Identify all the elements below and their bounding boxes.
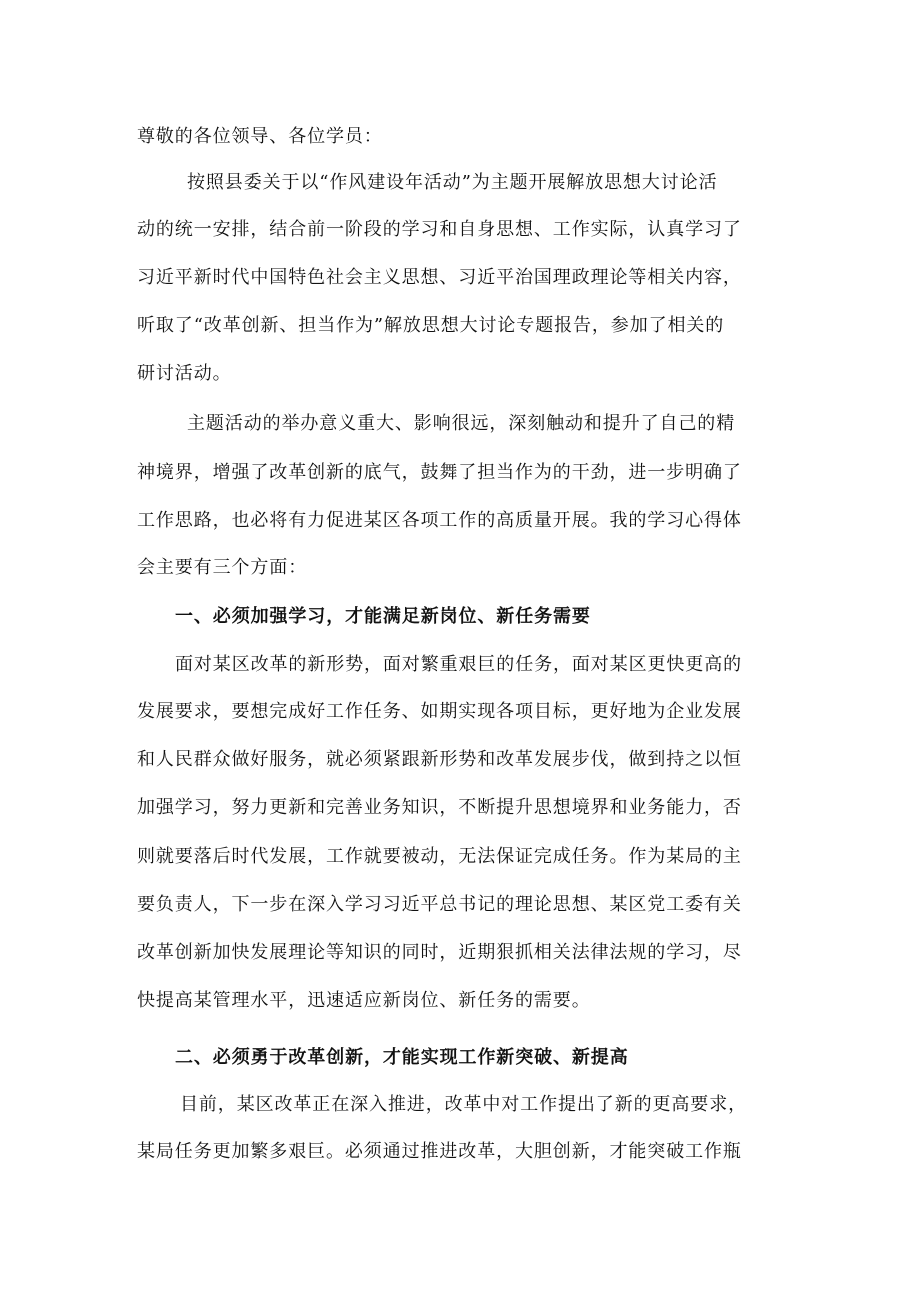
- paragraph-3-line-2: 发展要求，要想完成好工作任务、如期实现各项目标，更好地为企业发展: [137, 701, 742, 722]
- paragraph-3-line-7: 改革创新加快发展理论等知识的同时，近期狠抓相关法律法规的学习，尽: [137, 942, 742, 963]
- paragraph-1-line-1: 按照县委关于以“作风建设年活动”为主题开展解放思想大讨论活: [187, 172, 718, 193]
- paragraph-2-line-4: 会主要有三个方面：: [137, 557, 308, 578]
- paragraph-1-line-2: 动的统一安排，结合前一阶段的学习和自身思想、工作实际，认真学习了: [137, 219, 742, 240]
- section-heading-1: 一、必须加强学习，才能满足新岗位、新任务需要: [175, 606, 591, 627]
- paragraph-3-line-8: 快提高某管理水平，迅速适应新岗位、新任务的需要。: [137, 990, 591, 1011]
- section-heading-2: 二、必须勇于改革创新，才能实现工作新突破、新提高: [175, 1047, 629, 1068]
- paragraph-2-line-1: 主题活动的举办意义重大、影响很远，深刻触动和提升了自己的精: [187, 413, 736, 434]
- paragraph-3-line-6: 要负责人，下一步在深入学习习近平总书记的理论思想、某区党工委有关: [137, 894, 742, 915]
- salutation: 尊敬的各位领导、各位学员：: [137, 126, 383, 147]
- paragraph-1-line-5: 研讨活动。: [137, 363, 232, 384]
- paragraph-2-line-2: 神境界，增强了改革创新的底气，鼓舞了担当作为的干劲，进一步明确了: [137, 462, 742, 483]
- paragraph-3-line-4: 加强学习，努力更新和完善业务知识，不断提升思想境界和业务能力，否: [137, 797, 742, 818]
- paragraph-2-line-3: 工作思路，也必将有力促进某区各项工作的高质量开展。我的学习心得体: [137, 510, 742, 531]
- paragraph-4-line-2: 某局任务更加繁多艰巨。必须通过推进改革，大胆创新，才能突破工作瓶: [137, 1141, 742, 1162]
- paragraph-1-line-4: 听取了“改革创新、担当作为”解放思想大讨论专题报告，参加了相关的: [137, 315, 725, 336]
- paragraph-3-line-5: 则就要落后时代发展，工作就要被动，无法保证完成任务。作为某局的主: [137, 846, 742, 867]
- paragraph-3-line-3: 和人民群众做好服务，就必须紧跟新形势和改革发展步伐，做到持之以恒: [137, 749, 742, 770]
- paragraph-3-line-1: 面对某区改革的新形势，面对繁重艰巨的任务，面对某区更快更高的: [175, 654, 742, 675]
- paragraph-1-line-3: 习近平新时代中国特色社会主义思想、习近平治国理政理论等相关内容，: [137, 267, 742, 288]
- paragraph-4-line-1: 目前，某区改革正在深入推进，改革中对工作提出了新的更高要求，: [180, 1094, 747, 1115]
